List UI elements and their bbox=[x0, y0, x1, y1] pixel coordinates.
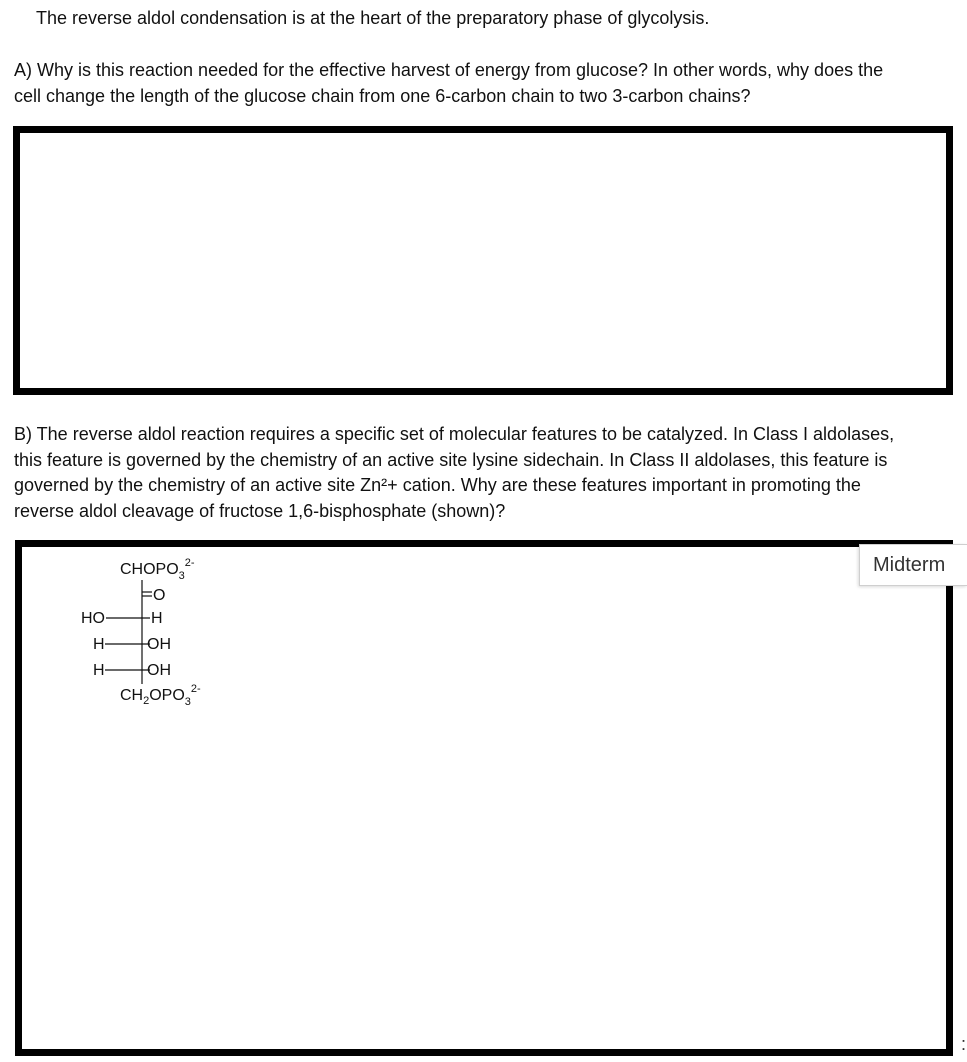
question-b-line-1: B) The reverse aldol reaction requires a specific set of molecular features to be catalyzed. In Class I aldolases, bbox=[14, 424, 895, 444]
edge-mark: : bbox=[961, 1034, 967, 1054]
question-a bbox=[14, 58, 883, 109]
midterm-tab[interactable]: Midterm bbox=[859, 544, 967, 586]
question-b bbox=[14, 422, 894, 524]
answer-box-a[interactable] bbox=[13, 126, 953, 395]
question-b-line-4: reverse aldol cleavage of fructose 1,6-bisphosphate (shown)? bbox=[14, 500, 506, 521]
question-b-line-2: this feature is governed by the chemistry of an active site lysine sidechain. In Class II aldolases, this feature is bbox=[14, 449, 888, 470]
structure-top-group: $CHOPO_3^{2-}$ bbox=[120, 557, 195, 582]
question-b-line-3: governed by the chemistry of an active site Zn²+ cation. Why are these features important in promoting the bbox=[14, 475, 861, 495]
structure-row2-left: H bbox=[93, 636, 105, 653]
structure-row1-left: HO bbox=[81, 610, 105, 627]
fructose-bisphosphate-structure bbox=[70, 552, 260, 712]
intro-text: The reverse aldol condensation is at the heart of the preparatory phase of glycolysis. bbox=[36, 8, 710, 28]
structure-bottom-group: $CH_2OPO_3^{2-}$ bbox=[120, 683, 201, 708]
structure-row3-right: OH bbox=[147, 662, 171, 679]
question-a-line-1: A) Why is this reaction needed for the effective harvest of energy from glucose? In other words, why does the bbox=[14, 60, 884, 80]
structure-carbonyl-oxygen: O bbox=[153, 587, 166, 604]
structure-row2-right: OH bbox=[147, 636, 171, 653]
structure-row3-left: H bbox=[93, 662, 105, 679]
structure-row1-right: H bbox=[151, 610, 163, 627]
question-a-line-2: cell change the length of the glucose chain from one 6-carbon chain to two 3-carbon chains? bbox=[14, 85, 751, 106]
